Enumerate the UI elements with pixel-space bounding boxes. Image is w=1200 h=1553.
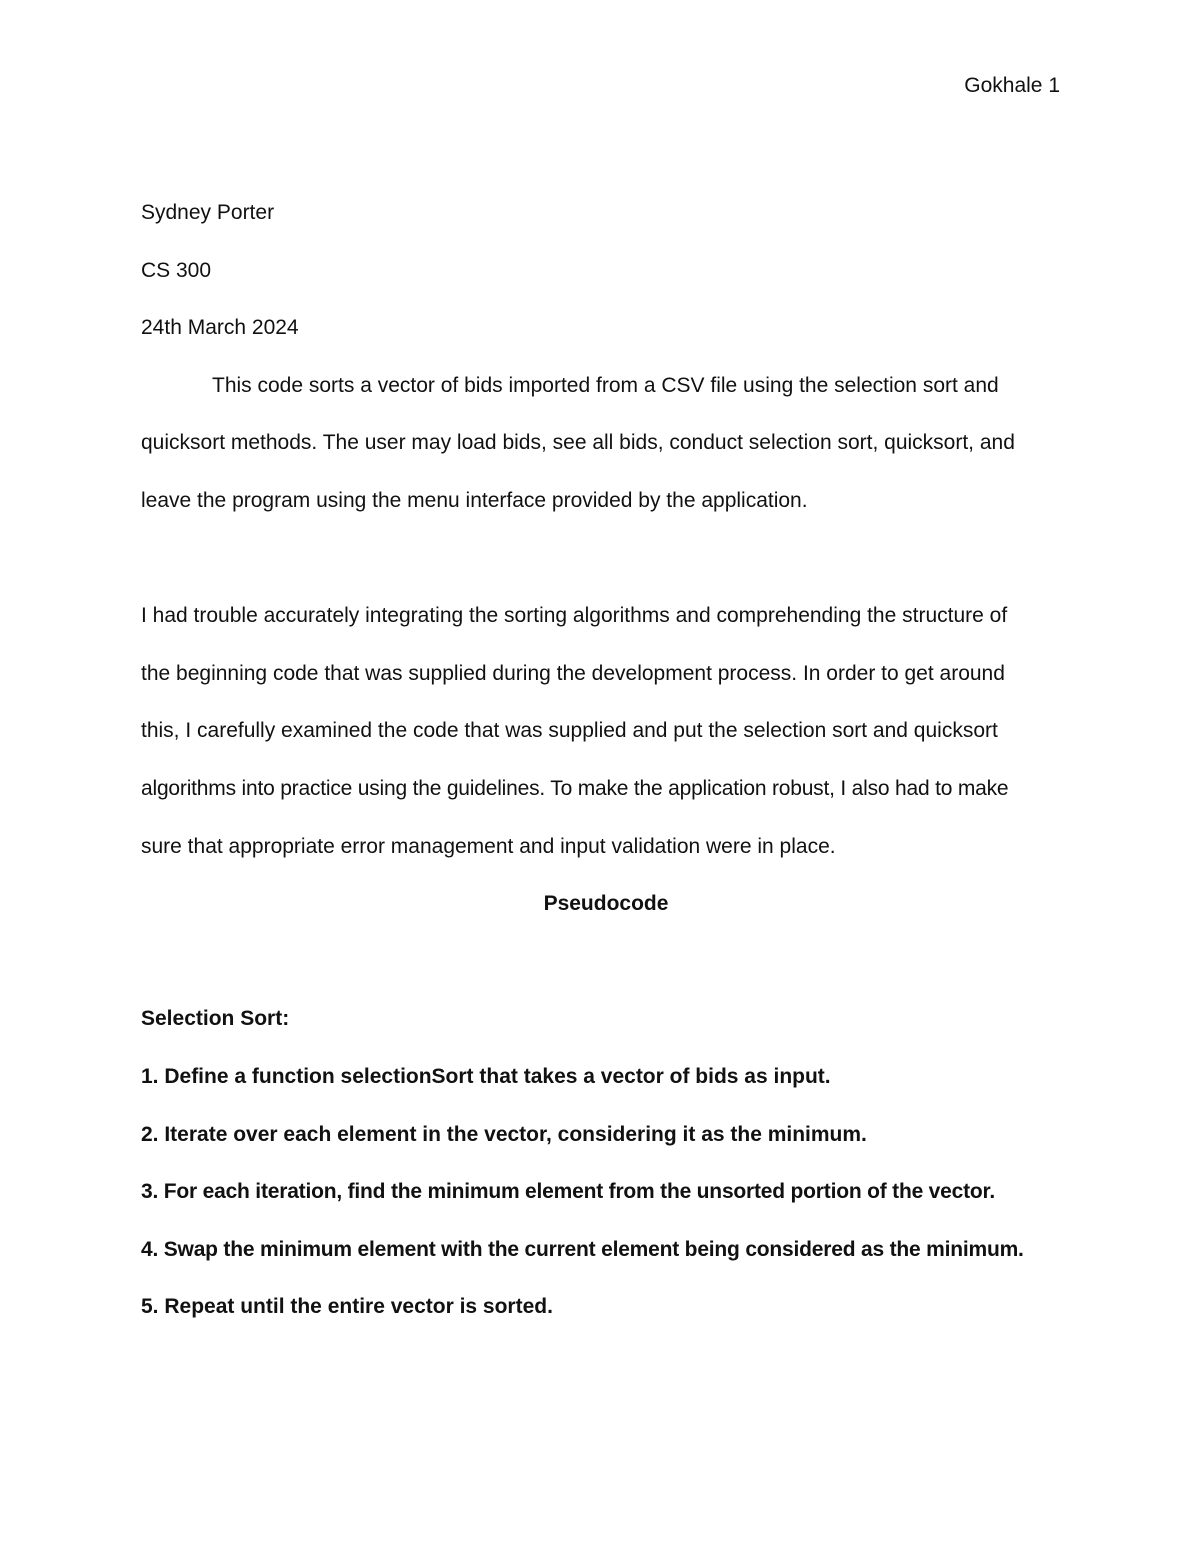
running-head: Gokhale 1	[964, 74, 1060, 97]
paragraph-overview	[141, 357, 1071, 530]
paragraph-line: the beginning code that was supplied during the development process. In order to get around	[141, 661, 1005, 685]
paragraph-line: sure that appropriate error management and input validation were in place.	[141, 834, 836, 858]
pseudocode-step: 4. Swap the minimum element with the current element being considered as the minimum.	[141, 1237, 1024, 1261]
blank-line	[141, 530, 1071, 588]
paragraph-line: quicksort methods. The user may load bids, see all bids, conduct selection sort, quicksort, and	[141, 431, 1015, 455]
author-name: Sydney Porter	[141, 201, 275, 224]
pseudocode-steps	[141, 1048, 1071, 1336]
paragraph-line: I had trouble accurately integrating the sorting algorithms and comprehending the structure of	[141, 604, 1008, 628]
paragraph-challenges	[141, 587, 1071, 875]
paragraph-line: This code sorts a vector of bids imported from a CSV file using the selection sort and	[212, 373, 999, 397]
paragraph-line: this, I carefully examined the code that was supplied and put the selection sort and quicksort	[141, 719, 998, 743]
pseudocode-step: 5. Repeat until the entire vector is sorted.	[141, 1295, 553, 1319]
pseudocode-step: 1. Define a function selectionSort that takes a vector of bids as input.	[141, 1064, 831, 1088]
paragraph-line: algorithms into practice using the guidelines. To make the application robust, I also had to make	[141, 776, 1009, 800]
selection-sort-heading: Selection Sort:	[141, 1007, 290, 1031]
paragraph-line: leave the program using the menu interface provided by the application.	[141, 488, 808, 512]
document-body	[141, 184, 1071, 1336]
pseudocode-heading: Pseudocode	[543, 892, 669, 916]
document-date: 24th March 2024	[141, 316, 299, 340]
course-name: CS 300	[141, 258, 212, 282]
blank-line	[141, 933, 1071, 991]
pseudocode-step: 2. Iterate over each element in the vector, considering it as the minimum.	[141, 1122, 867, 1146]
pseudocode-step: 3. For each iteration, find the minimum element from the unsorted portion of the vector.	[141, 1180, 995, 1204]
